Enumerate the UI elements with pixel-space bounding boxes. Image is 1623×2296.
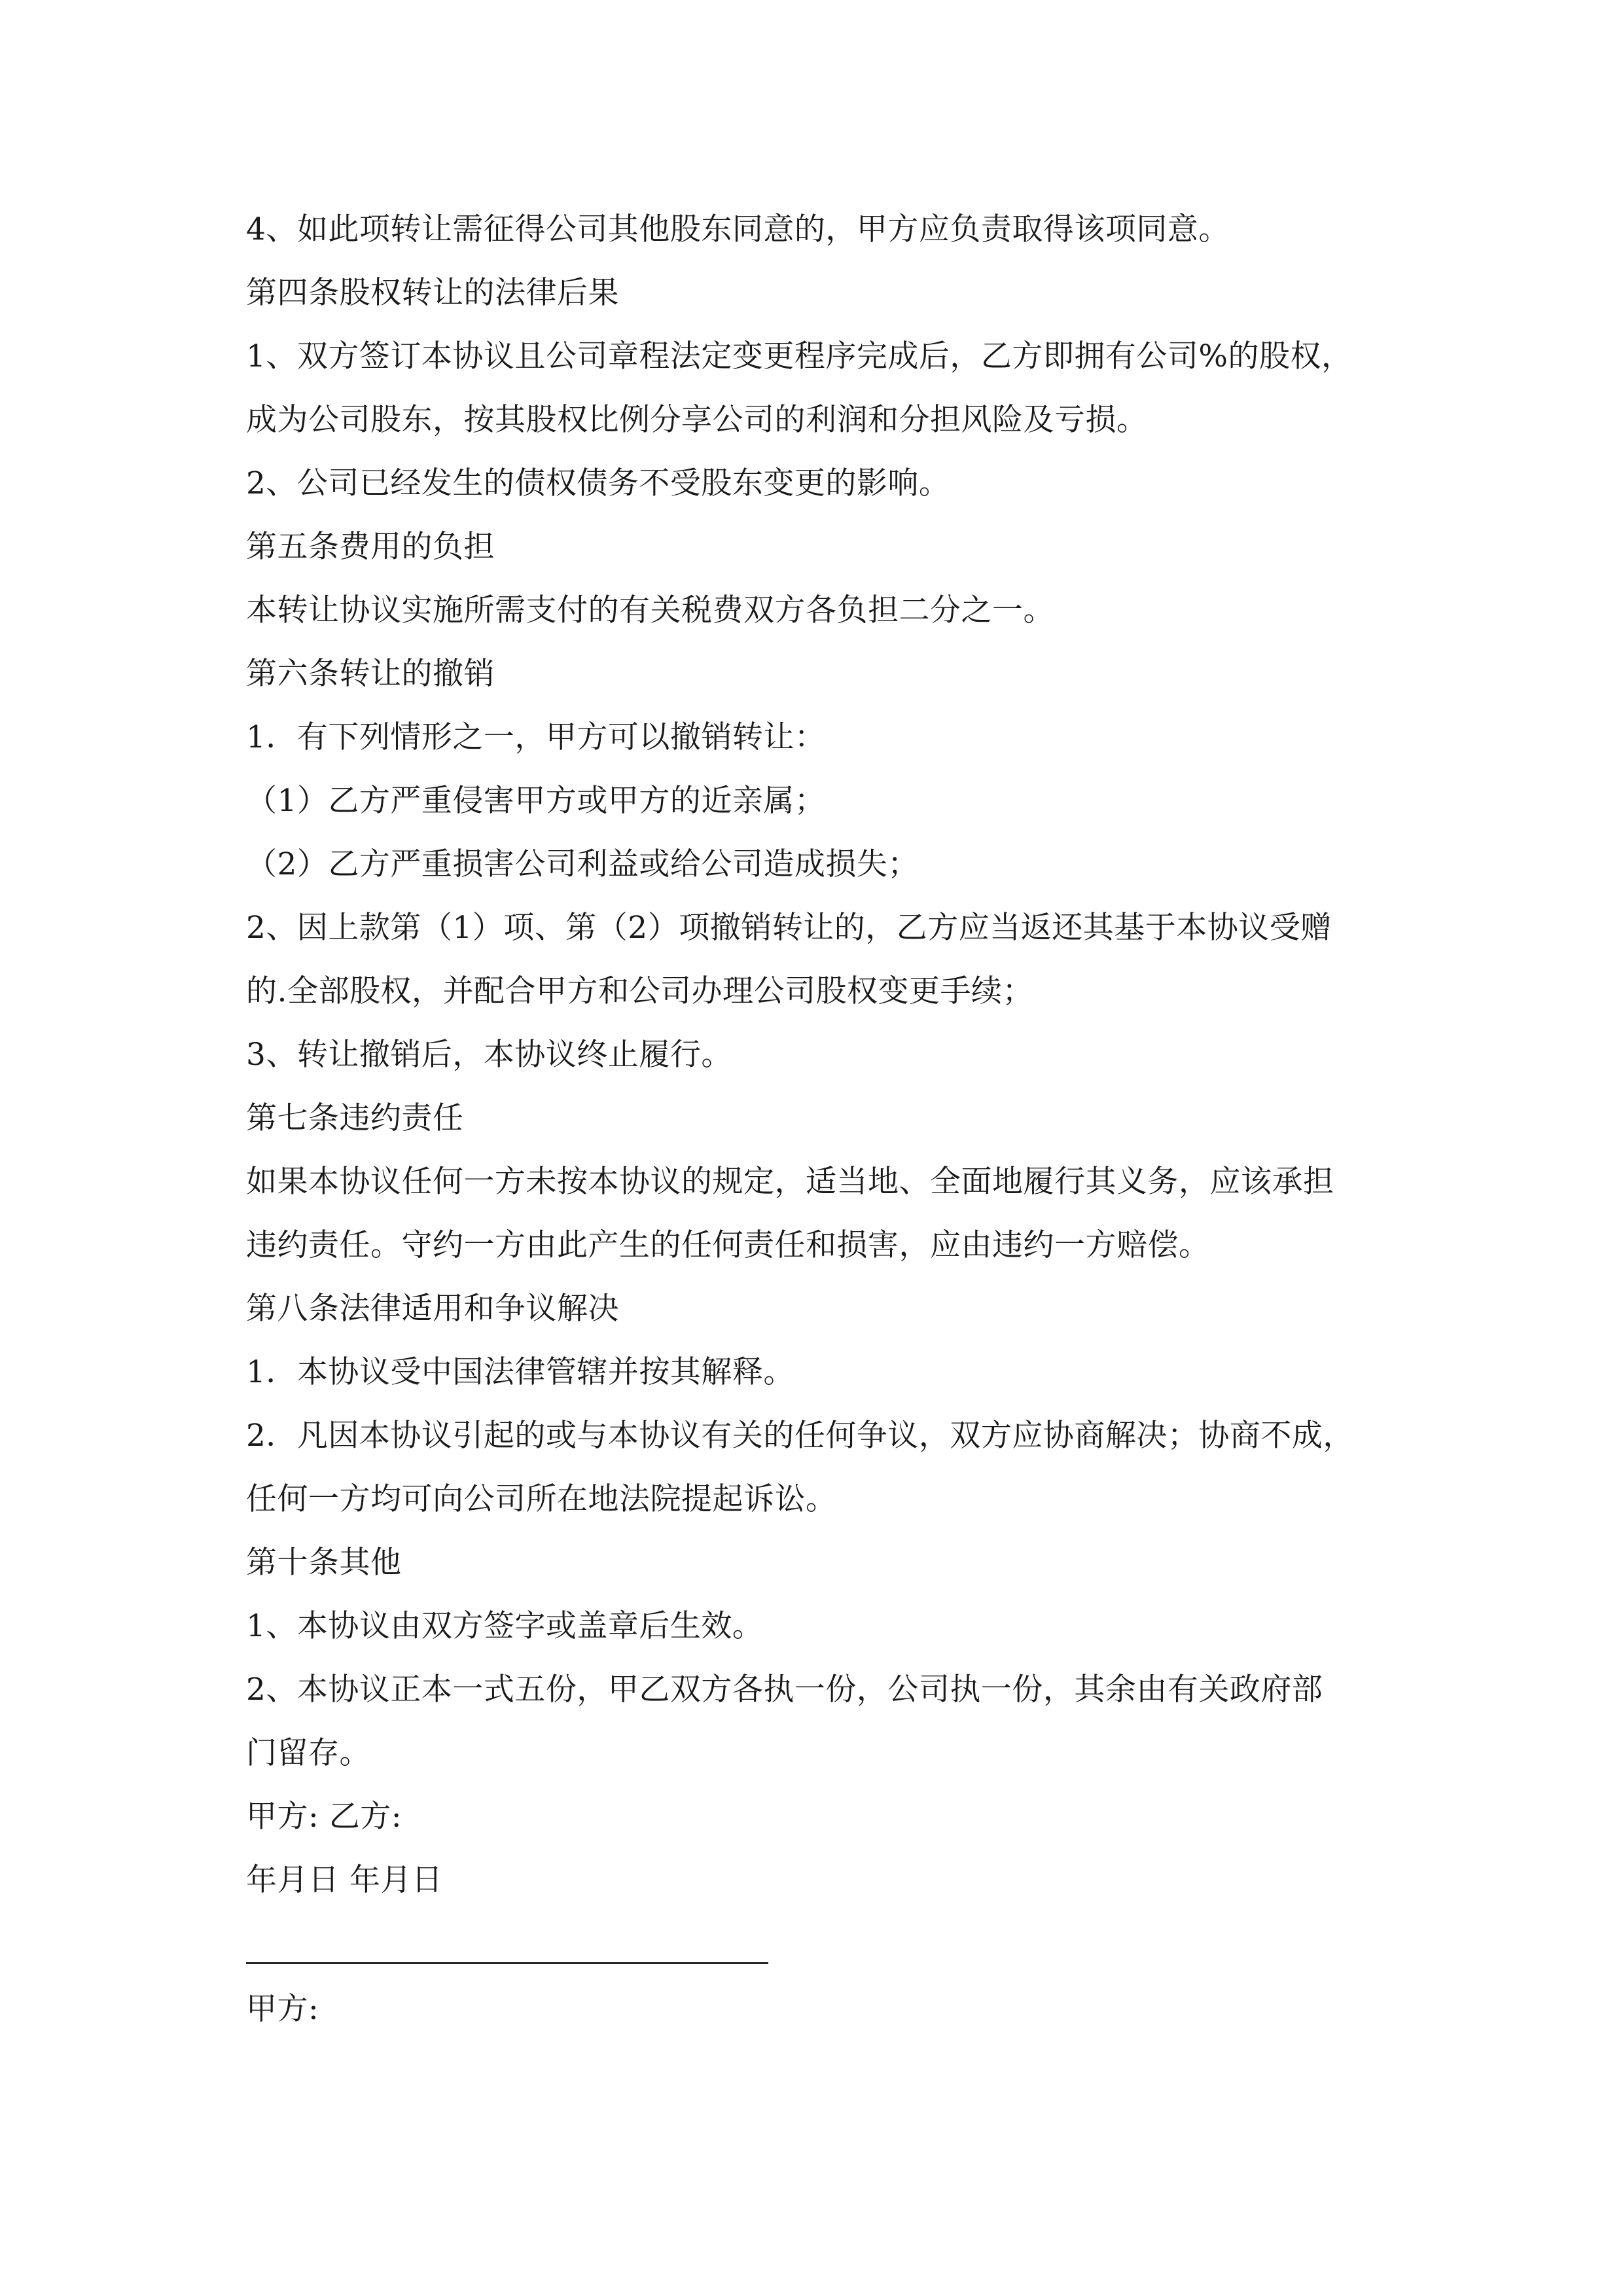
article-10-item-2-line-2: 门留存。: [246, 1735, 370, 1771]
article-8-heading: 第八条法律适用和争议解决: [246, 1291, 619, 1327]
article-7-body-line-2: 违约责任。守约一方由此产生的任何责任和损害，应由违约一方赔偿。: [246, 1227, 1210, 1263]
article-4-item-1-line-2: 成为公司股东，按其股权比例分享公司的利润和分担风险及亏损。: [246, 402, 1148, 438]
article-5-body: 本转让协议实施所需支付的有关税费双方各负担二分之一。: [246, 592, 1054, 628]
article-6-item-1: 1．有下列情形之一，甲方可以撤销转让：: [246, 719, 826, 755]
article-10-item-1: 1、本协议由双方签字或盖章后生效。: [246, 1608, 764, 1644]
article-7-heading: 第七条违约责任: [246, 1100, 464, 1136]
section-divider: [246, 1962, 768, 1964]
article-10-heading: 第十条其他: [246, 1545, 402, 1581]
article-6-item-2-line-1: 2、因上款第（1）项、第（2）项撤销转让的，乙方应当返还其基于本协议受赠: [246, 910, 1332, 946]
signature-parties: 甲方: 乙方:: [246, 1799, 402, 1835]
article-4-item-2: 2、公司已经发生的债权债务不受股东变更的影响。: [246, 465, 950, 501]
article-7-body-line-1: 如果本协议任何一方未按本协议的规定，适当地、全面地履行其义务，应该承担: [246, 1164, 1334, 1200]
article-6-heading: 第六条转让的撤销: [246, 656, 495, 692]
article-4-item-1-line-1: 1、双方签订本协议且公司章程法定变更程序完成后，乙方即拥有公司%的股权，: [246, 338, 1353, 374]
article-4-heading: 第四条股权转让的法律后果: [246, 275, 619, 311]
signature-dates: 年月日 年月日: [246, 1862, 443, 1898]
article-10-item-2-line-1: 2、本协议正本一式五份，甲乙双方各执一份，公司执一份，其余由有关政府部: [246, 1672, 1323, 1708]
article-6-subitem-1: （1）乙方严重侵害甲方或甲方的近亲属；: [246, 783, 826, 819]
next-party-label: 甲方:: [246, 1991, 319, 2027]
article-5-heading: 第五条费用的负担: [246, 529, 495, 565]
article-8-item-1: 1．本协议受中国法律管辖并按其解释。: [246, 1354, 794, 1390]
article-6-subitem-2: （2）乙方严重损害公司利益或给公司造成损失；: [246, 846, 919, 882]
clause-3-item-4: 4、如此项转让需征得公司其他股东同意的，甲方应负责取得该项同意。: [246, 211, 1230, 247]
article-6-item-3: 3、转让撤销后，本协议终止履行。: [246, 1037, 732, 1073]
article-8-item-2-line-2: 任何一方均可向公司所在地法院提起诉讼。: [246, 1481, 837, 1517]
article-6-item-2-line-2: 的.全部股权，并配合甲方和公司办理公司股权变更手续；: [246, 973, 1033, 1009]
article-8-item-2-line-1: 2．凡因本协议引起的或与本协议有关的任何争议，双方应协商解决；协商不成，: [246, 1418, 1354, 1454]
